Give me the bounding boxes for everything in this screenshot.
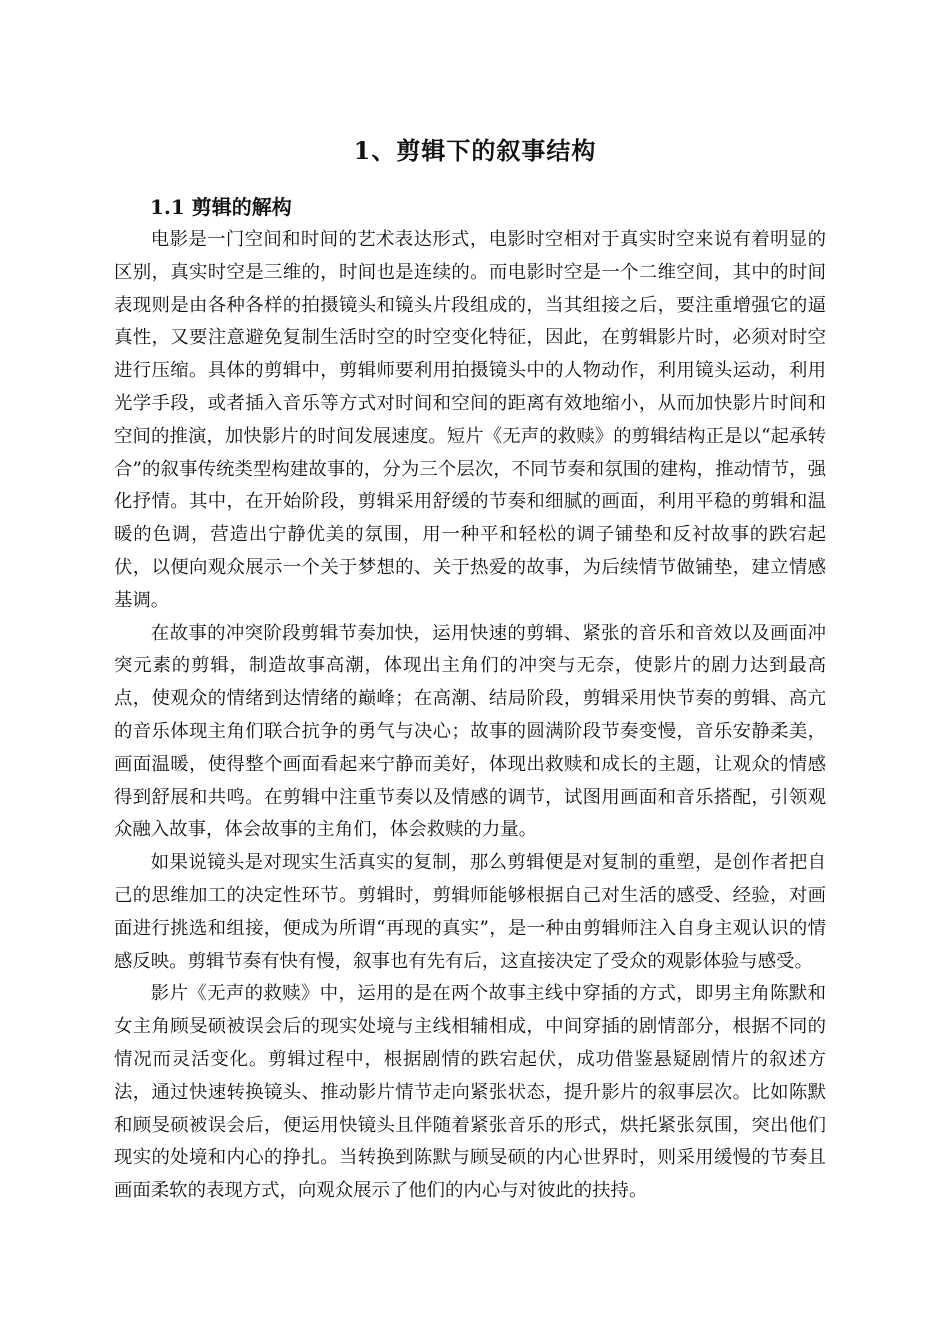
paragraph: 在故事的冲突阶段剪辑节奏加快，运用快速的剪辑、紧张的音乐和音效以及画面冲突元素的剪辑，制造故事高潮，体现出主角们的冲突与无奈，使影片的剧力达到最高点，使观众的情绪到达情绪的巅峰；在高潮、结局阶段，剪辑采用快节奏的剪辑、高亢的音乐体现主角们联合抗争的勇气与决心；故事的圆满阶段节奏变慢，音乐安静柔美，画面温暖，使得整个画面看起来宁静而美好，体现出救赎和成长的主题，让观众的情感得到舒展和共鸣。在剪辑中注重节奏以及情感的调节，试图用画面和音乐搭配，引领观众融入故事，体会故事的主角们，体会救赎的力量。 (114, 622, 826, 841)
paragraph: 影片《无声的救赎》中，运用的是在两个故事主线中穿插的方式，即男主角陈默和女主角顾旻硕被误会后的现实处境与主线相辅相成，中间穿插的剧情部分，根据不同的情况而灵活变化。剪辑过程中，根据剧情的跌宕起伏，成功借鉴悬疑剧情片的叙述方法，通过快速转换镜头、推动影片情节走向紧张状态，提升影片的叙事层次。比如陈默和顾旻硕被误会后，便运用快镜头且伴随着紧张音乐的形式，烘托紧张氛围，突出他们现实的处境和内心的挣扎。当转换到陈默与顾旻硕的内心世界时，则采用缓慢的节奏且画面柔软的表现方式，向观众展示了他们的内心与对彼此的扶持。 (114, 983, 826, 1202)
chapter-title: 1、剪辑下的叙事结构 (353, 136, 597, 165)
body-text (114, 224, 826, 1208)
section-heading: 1.1 剪辑的解构 (150, 195, 292, 219)
paragraph: 电影是一门空间和时间的艺术表达形式，电影时空相对于真实时空来说有着明显的区别，真实时空是三维的，时间也是连续的。而电影时空是一个二维空间，其中的时间表现则是由各种各样的拍摄镜头和镜头片段组成的，当其组接之后，要注重增强它的逼真性，又要注意避免复制生活时空的时空变化特征，因此，在剪辑影片时，必须对时空进行压缩。具体的剪辑中，剪辑师要利用拍摄镜头中的人物动作，利用镜头运动，利用光学手段，或者插入音乐等方式对时间和空间的距离有效地缩小，从而加快影片时间和空间的推演，加快影片的时间发展速度。短片《无声的救赎》的剪辑结构正是以“起承转合”的叙事传统类型构建故事的，分为三个层次，不同节奏和氛围的建构，推动情节，强化抒情。其中，在开始阶段，剪辑采用舒缓的节奏和细腻的画面，利用平稳的剪辑和温暖的色调，营造出宁静优美的氛围，用一种平和轻松的调子铺垫和反衬故事的跌宕起伏，以便向观众展示一个关于梦想的、关于热爱的故事，为后续情节做铺垫，建立情感基调。 (114, 229, 826, 611)
paragraph: 如果说镜头是对现实生活真实的复制，那么剪辑便是对复制的重塑，是创作者把自己的思维加工的决定性环节。剪辑时，剪辑师能够根据自己对生活的感受、经验，对画面进行挑选和组接，便成为所谓“再现的真实”，是一种由剪辑师注入自身主观认识的情感反映。剪辑节奏有快有慢，叙事也有先有后，这直接决定了受众的观影体验与感受。 (114, 852, 826, 972)
